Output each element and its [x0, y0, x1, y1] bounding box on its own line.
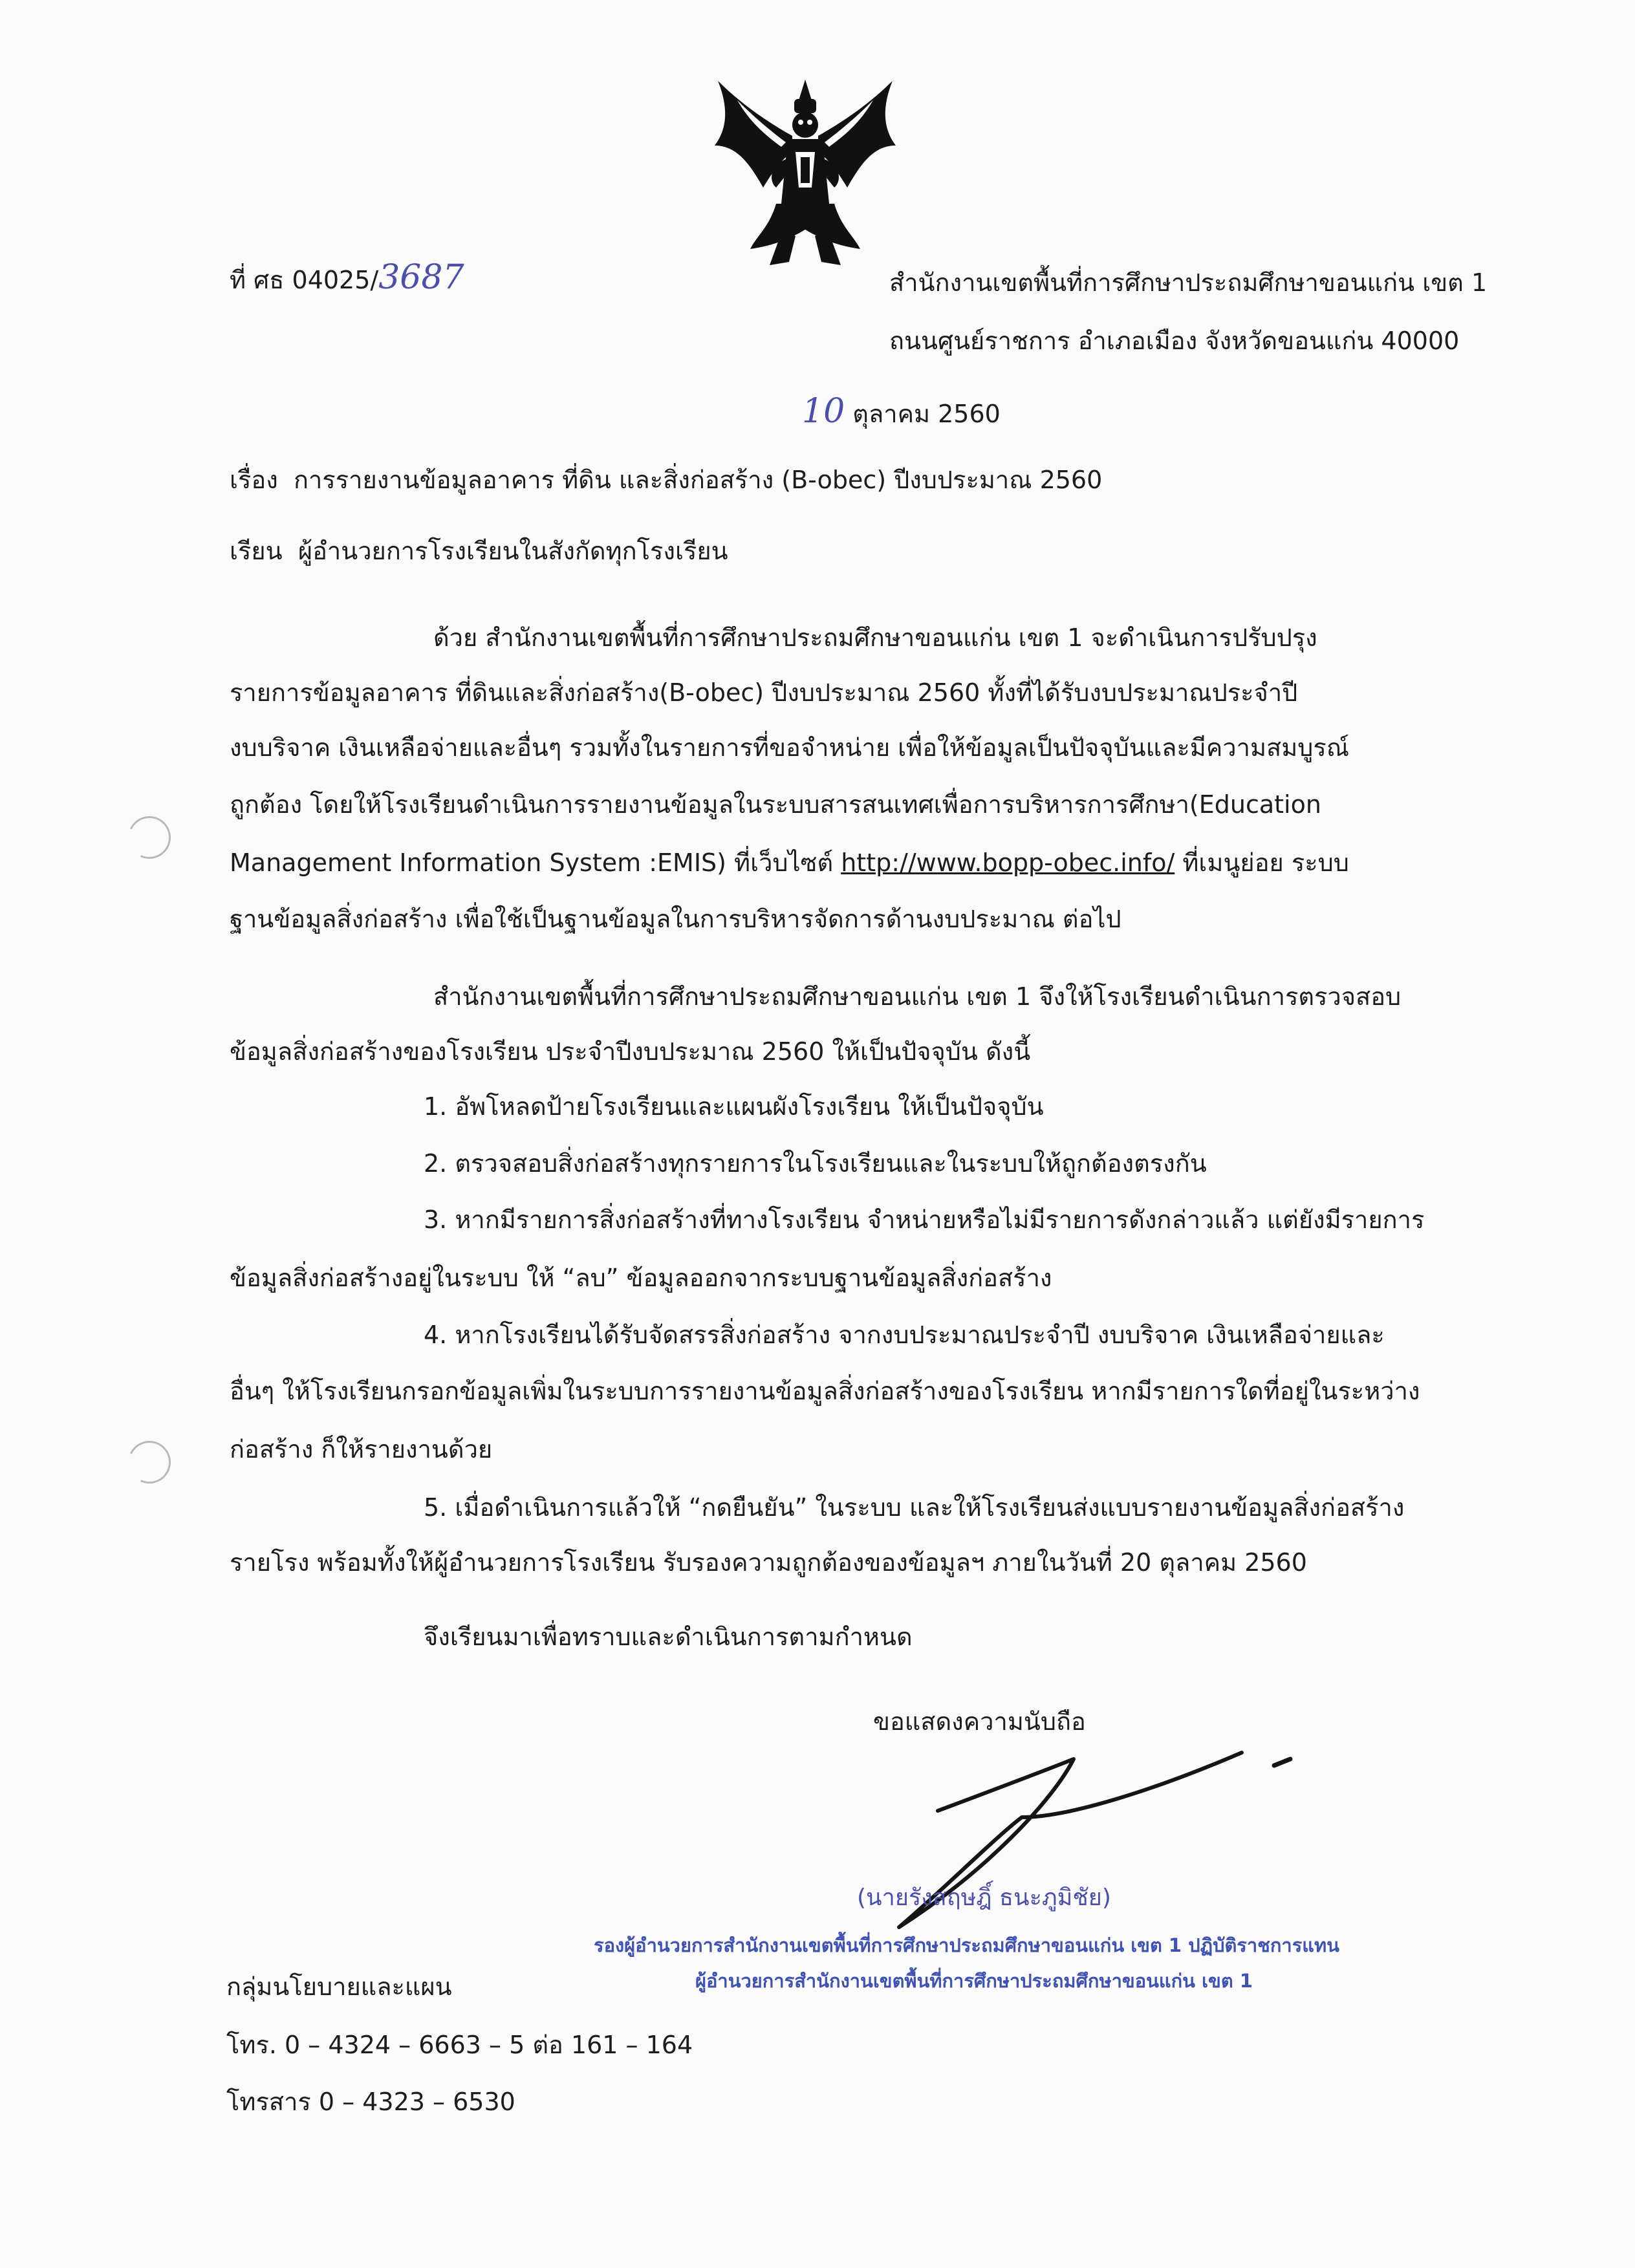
para1-line-4: ถูกต้อง โดยให้โรงเรียนดำเนินการรายงานข้อมูลในระบบสารสนเทศเพื่อการบริหารการศึกษา(Education: [230, 790, 1321, 819]
item-1: 1. อัพโหลดป้ายโรงเรียนและแผนผังโรงเรียน ให้เป็นปัจจุบัน: [424, 1092, 1044, 1121]
document-number: [230, 257, 464, 297]
item-4-line-1: 4. หากโรงเรียนได้รับจัดสรรสิ่งก่อสร้าง จากงบประมาณประจำปี งบบริจาค เงินเหลือจ่ายและ: [424, 1321, 1385, 1349]
office-address: ถนนศูนย์ราชการ อำเภอเมือง จังหวัดขอนแก่น 40000: [889, 327, 1460, 355]
para1-line-5-end: ที่เมนูย่อย ระบบ: [1175, 848, 1349, 877]
document-number-handwritten: 3687: [378, 258, 464, 297]
para1-line-6: ฐานข้อมูลสิ่งก่อสร้าง เพื่อใช้เป็นฐานข้อมูลในการบริหารจัดการด้านงบประมาณ ต่อไป: [230, 905, 1121, 933]
closing-line: จึงเรียนมาเพื่อทราบและดำเนินการตามกำหนด: [424, 1623, 913, 1651]
regards-text: ขอแสดงความนับถือ: [873, 1707, 1086, 1736]
item-2: 2. ตรวจสอบสิ่งก่อสร้างทุกรายการในโรงเรียนและในระบบให้ถูกต้องตรงกัน: [424, 1149, 1207, 1178]
phone-number: โทร. 0 – 4324 – 6663 – 5 ต่อ 161 – 164: [226, 2031, 693, 2059]
garuda-emblem-icon: [711, 74, 899, 275]
signatory-name: (นายรังสฤษฎิ์ ธนะภูมิชัย): [857, 1885, 1111, 1911]
item-3-line-1: 3. หากมีรายการสิ่งก่อสร้างที่ทางโรงเรียน จำหน่ายหรือไม่มีรายการดังกล่าวแล้ว แต่ยังมีรายการ: [424, 1205, 1425, 1234]
subject-line: [230, 466, 1102, 495]
date-month-year: ตุลาคม 2560: [852, 400, 1001, 428]
punch-hole-icon: [122, 810, 177, 865]
office-name: สำนักงานเขตพื้นที่การศึกษาประถมศึกษาขอนแก่น เขต 1: [889, 268, 1488, 297]
item-4-line-3: ก่อสร้าง ก็ให้รายงานด้วย: [230, 1435, 493, 1463]
date-day-handwritten: 10: [802, 392, 845, 431]
para1-line-5-start: Management Information System :EMIS) ที่เว็บไซต์: [230, 848, 841, 877]
punch-hole-icon: [122, 1435, 177, 1490]
item-5-line-1: 5. เมื่อดำเนินการแล้วให้ “กดยืนยัน” ในระบบ และให้โรงเรียนส่งแบบรายงานข้อมูลสิ่งก่อสร้าง: [424, 1493, 1405, 1522]
item-5-line-2: รายโรง พร้อมทั้งให้ผู้อำนวยการโรงเรียน รับรองความถูกต้องของข้อมูลฯ ภายในวันที่ 20 ตุลาคม 2560: [230, 1548, 1307, 1577]
fax-number: โทรสาร 0 – 4323 – 6530: [226, 2088, 515, 2116]
website-link[interactable]: http://www.bopp-obec.info/: [841, 848, 1175, 877]
addressee-line: [230, 537, 728, 567]
addressee-text: ผู้อำนวยการโรงเรียนในสังกัดทุกโรงเรียน: [298, 537, 728, 565]
addressee-label: เรียน: [230, 537, 283, 565]
para1-line-2: รายการข้อมูลอาคาร ที่ดินและสิ่งก่อสร้าง(B-obec) ปีงบประมาณ 2560 ทั้งที่ได้รับงบประมาณประจำปี: [230, 678, 1298, 707]
document-date: [802, 391, 1001, 431]
para2-line-1: สำนักงานเขตพื้นที่การศึกษาประถมศึกษาขอนแก่น เขต 1 จึงให้โรงเรียนดำเนินการตรวจสอบ: [433, 982, 1402, 1011]
item-3-line-2: ข้อมูลสิ่งก่อสร้างอยู่ในระบบ ให้ “ลบ” ข้อมูลออกจากระบบฐานข้อมูลสิ่งก่อสร้าง: [230, 1264, 1052, 1292]
subject-label: เรื่อง: [230, 466, 278, 494]
para1-line-1: ด้วย สำนักงานเขตพื้นที่การศึกษาประถมศึกษาขอนแก่น เขต 1 จะดำเนินการปรับปรุง: [433, 623, 1317, 652]
department-name: กลุ่มนโยบายและแผน: [226, 1972, 452, 2001]
para2-line-2: ข้อมูลสิ่งก่อสร้างของโรงเรียน ประจำปีงบประมาณ 2560 ให้เป็นปัจจุบัน ดังนี้: [230, 1037, 1031, 1066]
item-4-line-2: อื่นๆ ให้โรงเรียนกรอกข้อมูลเพิ่มในระบบการรายงานข้อมูลสิ่งก่อสร้างของโรงเรียน หากมีรายการใดที่อยู่ในระหว่าง: [230, 1377, 1420, 1405]
para1-line-5: [230, 843, 1349, 882]
subject-text: การรายงานข้อมูลอาคาร ที่ดิน และสิ่งก่อสร้าง (B-obec) ปีงบประมาณ 2560: [293, 466, 1103, 494]
para1-line-3: งบบริจาค เงินเหลือจ่ายและอื่นๆ รวมทั้งในรายการที่ขอจำหน่าย เพื่อให้ข้อมูลเป็นปัจจุบันและมีความสมบูรณ์: [230, 733, 1350, 762]
document-number-prefix: ที่ ศธ 04025/: [230, 266, 379, 294]
signatory-position-line-2: ผู้อำนวยการสำนักงานเขตพื้นที่การศึกษาประถมศึกษาขอนแก่น เขต 1: [695, 1970, 1253, 1992]
signatory-position-line-1: รองผู้อำนวยการสำนักงานเขตพื้นที่การศึกษาประถมศึกษาขอนแก่น เขต 1 ปฏิบัติราชการแทน: [594, 1934, 1339, 1956]
